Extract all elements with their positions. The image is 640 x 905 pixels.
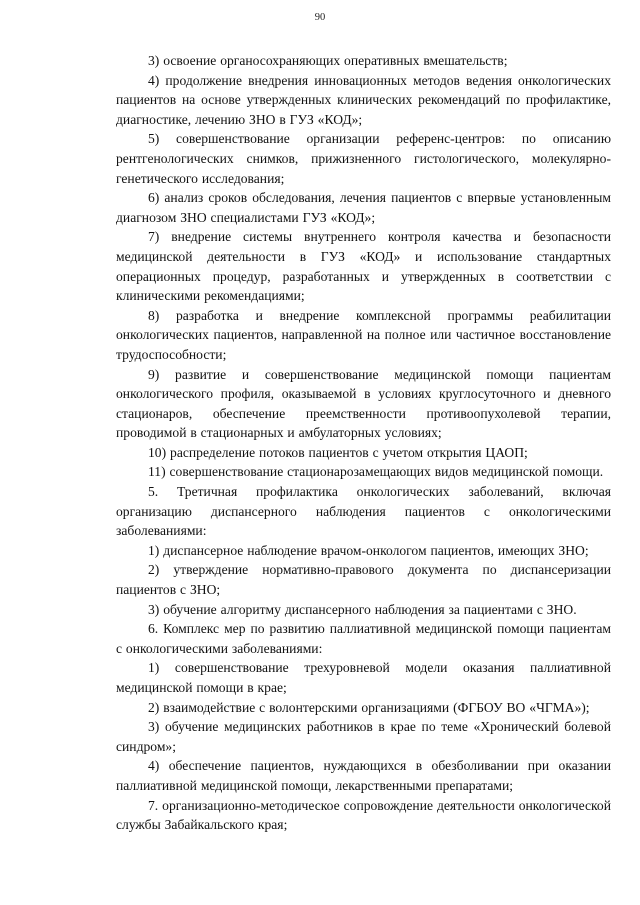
paragraph: 4) обеспечение пациентов, нуждающихся в обезболивании при оказании паллиативной медицинской помощи, лекарственными препаратами; — [116, 758, 611, 793]
paragraph: 3) обучение алгоритму диспансерного наблюдения за пациентами с ЗНО. — [148, 601, 577, 617]
paragraph: 3) освоение органосохраняющих оперативных вмешательств; — [148, 53, 508, 68]
paragraph: 9) развитие и совершенствование медицинской помощи пациентам онкологического профиля, оказываемой в условиях круглосуточного и дневного стационаров, обеспечение преемственности противоопухолевой терапии, проводимой в стационарных и амбулаторных условиях; — [116, 366, 611, 441]
paragraph: 3) обучение медицинских работников в крае по теме «Хронический болевой синдром»; — [116, 719, 611, 754]
paragraph: 2) взаимодействие с волонтерскими организациями (ФГБОУ ВО «ЧГМА»); — [148, 699, 590, 715]
section-heading-7: 7. организационно-методическое сопровождение деятельности онкологической службы Забайкальского края; — [116, 797, 611, 833]
paragraph: 11) совершенствование стационарозамещающих видов медицинской помощи. — [148, 464, 604, 480]
paragraph: 1) диспансерное наблюдение врачом-онкологом пациентов, имеющих ЗНО; — [148, 542, 589, 558]
paragraph: 2) утверждение нормативно-правового документа по диспансеризации пациентов с ЗНО; — [116, 562, 611, 598]
paragraph: 4) продолжение внедрения инновационных методов ведения онкологических пациентов на основе утвержденных клинических рекомендаций по профилактике, диагностике, лечению ЗНО в ГУЗ «КОД»; — [116, 72, 611, 127]
paragraph: 7) внедрение системы внутреннего контроля качества и безопасности медицинской деятельности в ГУЗ «КОД» и использование стандартных операционных процедур, разработанных и утвержденных в соответствии с клиническими рекомендациями; — [116, 229, 611, 304]
document-body — [116, 51, 611, 835]
paragraph: 5) совершенствование организации референс-центров: по описанию рентгенологических снимков, прижизненного гистологического, молекулярно-генетического исследования; — [116, 131, 611, 186]
paragraph: 1) совершенствование трехуровневой модели оказания паллиативной медицинской помощи в крае; — [116, 660, 611, 695]
paragraph: 10) распределение потоков пациентов с учетом открытия ЦАОП; — [148, 444, 528, 460]
paragraph: 6) анализ сроков обследования, лечения пациентов с впервые установленным диагнозом ЗНО специалистами ГУЗ «КОД»; — [116, 190, 611, 225]
paragraph: 8) разработка и внедрение комплексной программы реабилитации онкологических пациентов, направленной на полное или частичное восстановление трудоспособности; — [116, 307, 611, 362]
section-heading-5: 5. Третичная профилактика онкологических заболеваний, включая организацию диспансерного наблюдения пациентов с онкологическими заболеваниями: — [116, 484, 611, 539]
section-heading-6: 6. Комплекс мер по развитию паллиативной медицинской помощи пациентам с онкологическими заболеваниями: — [116, 621, 611, 656]
page-number: 90 — [314, 12, 326, 23]
